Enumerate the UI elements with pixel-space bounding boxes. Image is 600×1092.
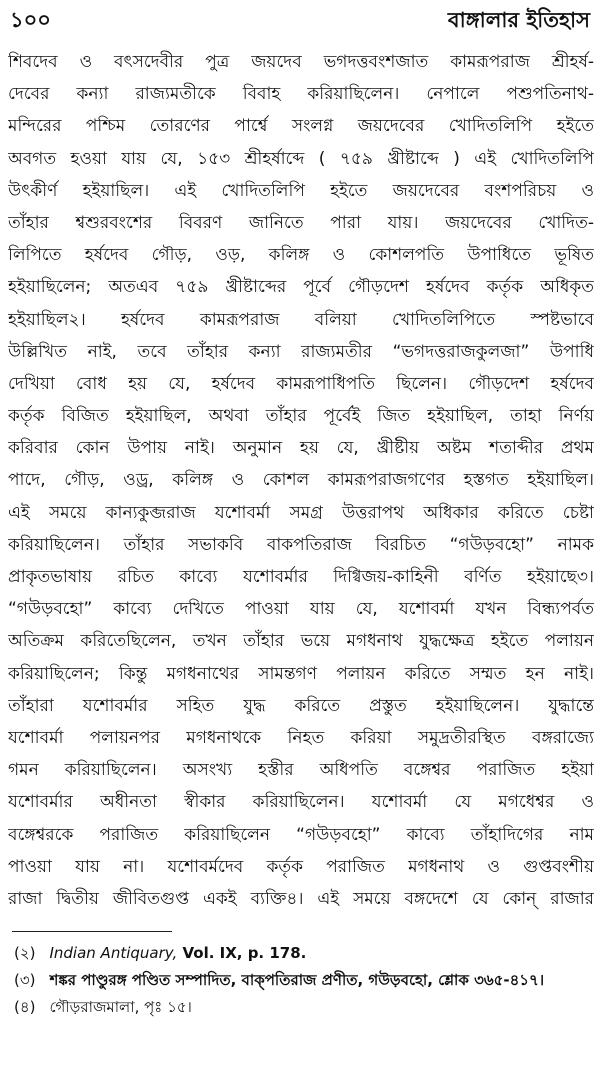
footnote-marker: (৩): [14, 971, 36, 990]
text-line: উৎকীর্ণ হইয়াছিল। এই খোদিতলিপি হইতে জয়দেবের বংশপরিচয় ও: [8, 180, 594, 201]
text-line: “গউড়বহো” কাব্যে দেখিতে পাওয়া যায় যে, যশোবর্মা যখন বিন্ধ্যপর্বত: [8, 599, 594, 620]
text-line: যশোবর্মা পলায়নপর মগধনাথকে নিহত করিয়া সমুদ্রতীরস্থিত বঙ্গরাজ্যে: [8, 727, 594, 748]
text-line: হইয়াছিলেন; অতএব ৭৫৯ খ্রীষ্টাব্দের পূর্বে গৌড়দেশ হর্ষদেব কর্তৃক অধিকৃত: [8, 277, 594, 298]
text-line: কর্তৃক বিজিত হইয়াছিল, অথবা তাঁহার পূর্বেই জিত হইয়াছিল, তাহা নির্ণয়: [8, 406, 594, 427]
text-line: পাদে, গৌড়, ওড্র, কলিঙ্গ ও কোশল কামরূপরাজগণের হস্তগত হইয়াছিল।: [8, 470, 594, 491]
footnote-text: [49, 940, 594, 967]
footnote-text: গৌড়রাজমালা, পৃঃ ১৫।: [49, 998, 192, 1017]
text-line: অতিক্রম করিতেছিলেন, তখন তাঁহার ভয়ে মগধনাথ যুদ্ধক্ষেত্র হইতে পলায়ন: [8, 631, 594, 652]
page-header: [8, 4, 594, 38]
text-line: বঙ্গেশ্বরকে পরাজিত করিয়াছিলেন “গউড়বহো” কাব্যে তাঁহাদিগের নাম: [8, 824, 594, 845]
text-line: দেখিয়া বোধ হয় যে, হর্ষদেব কামরূপাধিপতি ছিলেন। গৌড়দেশ হর্ষদেব: [8, 373, 594, 394]
text-line: প্রাকৃতভাষায় রচিত কাব্যে যশোবর্মার দিগ্বিজয়-কাহিনী বর্ণিত হইয়াছে৩।: [8, 567, 594, 587]
text-line: তাঁহারা যশোবর্মার সহিত যুদ্ধ করিতে প্রস্তুত হইয়াছিলেন। যুদ্ধান্তে: [8, 695, 594, 716]
text-line: লিপিতে হর্ষদেব গৌড়, ওড়, কলিঙ্গ ও কোশলপতি উপাধিতে ভূষিত: [8, 245, 594, 266]
text-line: এই সময়ে কান্যকুব্জরাজ যশোবর্মা সমগ্র উত্তরাপথ অধিকার করিতে চেষ্টা: [8, 502, 594, 523]
footnote: [8, 940, 594, 967]
body-text: [8, 46, 594, 915]
footnote-marker: (২): [14, 944, 36, 963]
footnote-citation-detail: Vol. IX, p. 178.: [177, 944, 307, 963]
footnote-divider: [12, 931, 172, 932]
footnote-marker: (৪): [14, 998, 36, 1017]
footnote-text: শঙ্কর পাণ্ডুরঙ্গ পণ্ডিত সম্পাদিত, বাক্‌পতিরাজ প্রণীত, গউড়বহো, শ্লোক ৩৬৫-৪১৭।: [49, 971, 545, 990]
text-line: গমন করিয়াছিলেন। অসংখ্য হস্তীর অধিপতি বঙ্গেশ্বর পরাজিত হইয়া: [8, 760, 594, 781]
running-title: বাঙ্গালার ইতিহাস: [447, 8, 590, 32]
text-line: করিয়াছিলেন। তাঁহার সভাকবি বাকপতিরাজ বিরচিত “গউড়বহো” নামক: [8, 534, 594, 555]
text-line: করিয়াছিলেন; কিন্তু মগধনাথের সামন্তগণ পলায়ন করিতে সম্মত হন নাই।: [8, 663, 594, 684]
text-line: যশোবর্মার অধীনতা স্বীকার করিয়াছিলেন। যশোবর্মা যে মগধেশ্বর ও: [8, 792, 594, 813]
text-line: মন্দিরের পশ্চিম তোরণের পার্শ্বে সংলগ্ন জয়দেবের খোদিতলিপি হইতে: [8, 116, 594, 137]
footnote-citation-title: Indian Antiquary,: [49, 944, 178, 963]
footnote: [8, 967, 594, 994]
text-line: দেবের কন্যা রাজ্যমতীকে বিবাহ করিয়াছিলেন। নেপালে পশুপতিনাথ-: [8, 84, 594, 105]
text-line: তাঁহার শ্বশুরবংশের বিবরণ জানিতে পারা যায়। জয়দেবের খোদিত-: [8, 212, 594, 233]
text-line: রাজা দ্বিতীয় জীবিতগুপ্ত একই ব্যক্তি৪। এই সময়ে বঙ্গদেশে যে কোন্ রাজার: [8, 888, 594, 909]
page-number: ১০০: [10, 8, 51, 32]
footnotes: [8, 940, 594, 1021]
text-line: অবগত হওয়া যায় যে, ১৫৩ শ্রীহর্ষাব্দে ( ৭৫৯ খ্রীষ্টাব্দে ) এই খোদিতলিপি: [8, 148, 594, 169]
text-line: শিবদেব ও বৎসদেবীর পুত্র জয়দেব ভগদত্তবংশজাত কামরূপরাজ শ্রীহর্ষ-: [8, 52, 594, 72]
text-line: উল্লিখিত নাই, তবে তাঁহার কন্যা রাজ্যমতীর “ভগদত্তরাজকুলজা” উপাধি: [8, 341, 594, 362]
text-line: করিবার কোন উপায় নাই। অনুমান হয় যে, খ্রীষ্টীয় অষ্টম শতাব্দীর প্রথম: [8, 438, 594, 459]
footnote: [8, 994, 594, 1021]
text-line: পাওয়া যায় না। যশোবর্মদেব কর্তৃক পরাজিত মগধনাথ ও গুপ্তবংশীয়: [8, 856, 594, 877]
text-line: হইয়াছিল২। হর্ষদেব কামরূপরাজ বলিয়া খোদিতলিপিতে স্পষ্টভাবে: [8, 309, 594, 330]
